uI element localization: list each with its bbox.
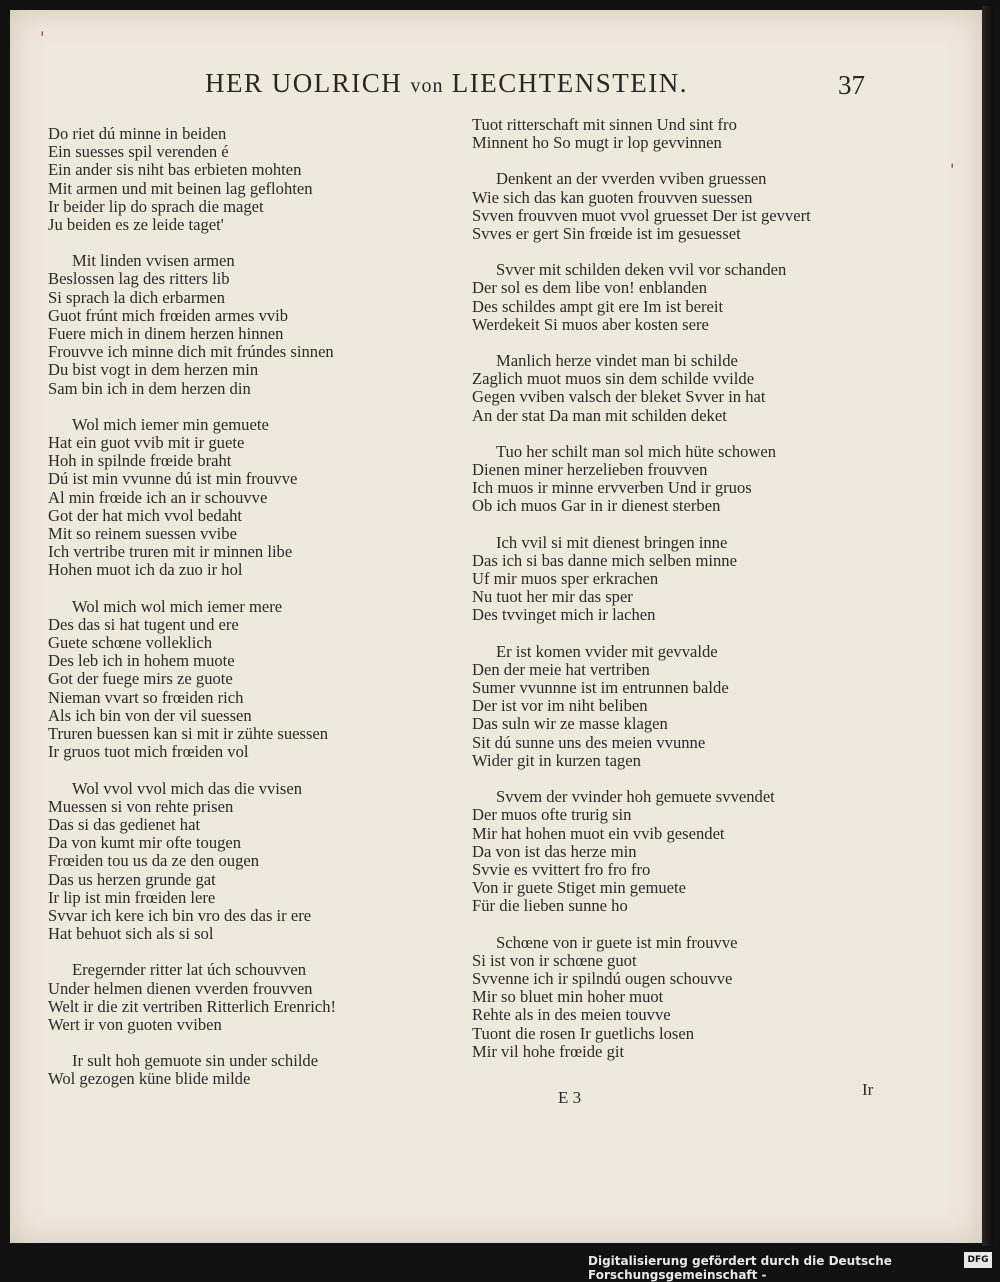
verse-line: Eregernder ritter lat úch schouvven bbox=[72, 960, 307, 980]
verse-line: Ir lip ist min frœiden lere bbox=[48, 887, 216, 907]
verse-line: Den der meie hat vertriben bbox=[472, 659, 650, 679]
verse-line: Der sol es dem libe von! enblanden bbox=[472, 278, 708, 298]
verse-line: Tuot ritterschaft mit sinnen Und sint fro bbox=[472, 115, 737, 134]
verse-line: Tuo her schilt man sol mich hüte schowen bbox=[496, 441, 777, 461]
stanza bbox=[472, 534, 892, 625]
verse-line: Muessen si von rehte prisen bbox=[48, 796, 234, 816]
verse-line: Wider git in kurzen tagen bbox=[472, 750, 641, 770]
verse-line: Ju beiden es ze leide taget' bbox=[48, 215, 224, 235]
verse-line: Des tvvinget mich ir lachen bbox=[472, 605, 656, 625]
verse-line: Des schildes ampt git ere Im ist bereit bbox=[472, 296, 724, 316]
stanza bbox=[472, 116, 892, 152]
stanza bbox=[472, 643, 892, 770]
verse-line: Wol mich iemer min gemuete bbox=[72, 414, 269, 434]
verse-line: Sam bin ich in dem herzen din bbox=[48, 378, 251, 398]
funding-notice: Digitalisierung gefördert durch die Deutsche Forschungsgemeinschaft - bbox=[588, 1254, 892, 1282]
verse-line: Hat behuot sich als si sol bbox=[48, 924, 214, 944]
verse-line: Ob ich muos Gar in ir dienest sterben bbox=[472, 496, 721, 516]
verse-line: Zaglich muot muos sin dem schilde vvilde bbox=[472, 369, 755, 389]
title-part2: LIECHTENSTEIN. bbox=[451, 68, 688, 98]
verse-line: Ich muos ir minne ervverben Und ir gruos bbox=[472, 478, 752, 498]
red-mark: ' bbox=[40, 28, 45, 47]
verse-line: Nu tuot her mir das sper bbox=[472, 587, 633, 607]
verse-line: Mit armen und mit beinen lag geflohten bbox=[48, 178, 313, 198]
verse-line: Welt ir die zit vertriben Ritterlich Erenrich! bbox=[48, 996, 337, 1016]
verse-line: Mir hat hohen muot ein vvib gesendet bbox=[472, 823, 725, 843]
verse-line: Frouvve ich minne dich mit frúndes sinnen bbox=[48, 342, 334, 362]
verse-line: Du bist vogt in dem herzen min bbox=[48, 360, 259, 380]
verse-line: Sumer vvunnne ist im entrunnen balde bbox=[472, 678, 729, 698]
catchword: Ir bbox=[862, 1080, 874, 1099]
verse-line: Wol vvol vvol mich das die vvisen bbox=[72, 778, 303, 798]
stanza bbox=[472, 934, 892, 1061]
verse-line: Got der hat mich vvol bedaht bbox=[48, 505, 243, 525]
verse-line: Da von kumt mir ofte tougen bbox=[48, 833, 242, 853]
verse-line: Ir sult hoh gemuote sin under schilde bbox=[72, 1051, 319, 1071]
verse-line: Guot frúnt mich frœiden armes vvib bbox=[48, 305, 289, 325]
page-number: 37 bbox=[838, 70, 865, 100]
book-spine bbox=[982, 6, 994, 1246]
verse-line: Rehte als in des meien touvve bbox=[472, 1005, 671, 1025]
stanza bbox=[472, 443, 892, 516]
verse-line: Svvie es vvittert fro fro fro bbox=[472, 859, 651, 879]
verse-line: Nieman vvart so frœiden rich bbox=[48, 687, 244, 707]
verse-line: Mir vil hohe frœide git bbox=[472, 1041, 625, 1061]
verse-line: Guete schœne volleklich bbox=[48, 633, 213, 653]
verse-line: Für die lieben sunne ho bbox=[472, 896, 628, 916]
verse-line: Mit linden vvisen armen bbox=[72, 251, 235, 271]
stanza bbox=[48, 125, 458, 234]
red-mark: ' bbox=[950, 160, 955, 179]
stanza bbox=[472, 170, 892, 243]
verse-line: Als ich bin von der vil suessen bbox=[48, 705, 252, 725]
verse-line: Hoh in spilnde frœide braht bbox=[48, 451, 232, 471]
verse-line: Under helmen dienen vverden frouvven bbox=[48, 978, 313, 998]
verse-line: Sit dú sunne uns des meien vvunne bbox=[472, 732, 706, 752]
signature-mark: E 3 bbox=[558, 1088, 582, 1107]
verse-line: Hat ein guot vvib mit ir guete bbox=[48, 433, 245, 453]
verse-line: Dú ist min vvunne dú ist min frouvve bbox=[48, 469, 298, 489]
verse-line: Das ich si bas danne mich selben minne bbox=[472, 550, 737, 570]
stanza bbox=[472, 788, 892, 915]
stanza bbox=[48, 1052, 458, 1088]
verse-line: Fuere mich in dinem herzen hinnen bbox=[48, 324, 284, 344]
verse-line: Von ir guete Stiget min gemuete bbox=[472, 878, 686, 898]
verse-line: Got der fuege mirs ze guote bbox=[48, 669, 233, 689]
running-title bbox=[205, 68, 688, 99]
verse-line: An der stat Da man mit schilden deket bbox=[472, 405, 727, 425]
verse-line: Svver mit schilden deken vvil vor schanden bbox=[496, 260, 787, 280]
verse-line: Si ist von ir schœne guot bbox=[472, 950, 637, 970]
stanza bbox=[48, 252, 458, 398]
verse-line: Si sprach la dich erbarmen bbox=[48, 287, 225, 307]
verse-line: Des das si hat tugent und ere bbox=[48, 614, 239, 634]
verse-line: Ein suesses spil verenden é bbox=[48, 142, 229, 162]
verse-line: Werdekeit Si muos aber kosten sere bbox=[472, 314, 709, 334]
verse-line: Dienen miner herzelieben frouvven bbox=[472, 460, 708, 480]
verse-line: Ir gruos tuot mich frœiden vol bbox=[48, 742, 249, 762]
stanza bbox=[472, 261, 892, 334]
verse-line: Ir beider lip do sprach die maget bbox=[48, 196, 264, 216]
stanza bbox=[48, 416, 458, 580]
verse-line: Manlich herze vindet man bi schilde bbox=[496, 351, 738, 371]
verse-line: Da von ist das herze min bbox=[472, 841, 637, 861]
verse-line: Das us herzen grunde gat bbox=[48, 869, 216, 889]
verse-line: Wie sich das kan guoten frouvven suessen bbox=[472, 187, 753, 207]
verse-line: Minnent ho So mugt ir lop gevvinnen bbox=[472, 133, 722, 153]
verse-line: Truren buessen kan si mit ir zühte suessen bbox=[48, 724, 329, 744]
verse-line: Beslossen lag des ritters lib bbox=[48, 269, 230, 289]
verse-line: Der ist vor im niht beliben bbox=[472, 696, 648, 716]
verse-line: Svven frouvven muot vvol gruesset Der ist gevvert bbox=[472, 205, 811, 225]
verse-line: Gegen vviben valsch der bleket Svver in hat bbox=[472, 387, 766, 407]
verse-line: Svvar ich kere ich bin vro des das ir ere bbox=[48, 905, 312, 925]
verse-line: Frœiden tou us da ze den ougen bbox=[48, 851, 260, 871]
title-von: von bbox=[410, 75, 444, 97]
verse-line: Er ist komen vvider mit gevvalde bbox=[496, 641, 718, 661]
title-part1: HER UOLRICH bbox=[205, 68, 403, 98]
verse-line: Mir so bluet min hoher muot bbox=[472, 987, 664, 1007]
verse-line: Denkent an der vverden vviben gruessen bbox=[496, 169, 767, 189]
verse-line: Wol gezogen küne blide milde bbox=[48, 1069, 251, 1089]
verse-line: Das si das gedienet hat bbox=[48, 814, 201, 834]
verse-line: Schœne von ir guete ist min frouvve bbox=[496, 932, 738, 952]
stanza bbox=[48, 780, 458, 944]
stanza bbox=[48, 961, 458, 1034]
book-page bbox=[10, 10, 982, 1243]
left-column bbox=[48, 125, 458, 1107]
verse-line: Do riet dú minne in beiden bbox=[48, 124, 227, 143]
verse-line: Des leb ich in hohem muote bbox=[48, 651, 235, 671]
right-column bbox=[472, 116, 892, 1079]
verse-line: Al min frœide ich an ir schouvve bbox=[48, 487, 268, 507]
verse-line: Tuont die rosen Ir guetlichs losen bbox=[472, 1023, 694, 1043]
verse-line: Hohen muot ich da zuo ir hol bbox=[48, 560, 243, 580]
verse-line: Der muos ofte trurig sin bbox=[472, 805, 632, 825]
verse-line: Ich vvil si mit dienest bringen inne bbox=[496, 532, 728, 552]
verse-line: Mit so reinem suessen vvibe bbox=[48, 524, 237, 544]
verse-line: Wol mich wol mich iemer mere bbox=[72, 596, 283, 616]
verse-line: Ein ander sis niht bas erbieten mohten bbox=[48, 160, 302, 180]
verse-line: Wert ir von guoten vviben bbox=[48, 1014, 222, 1034]
verse-line: Svves er gert Sin frœide ist im gesuesset bbox=[472, 224, 741, 244]
verse-line: Uf mir muos sper erkrachen bbox=[472, 569, 659, 589]
dfg-logo: DFG bbox=[964, 1252, 992, 1268]
stanza bbox=[472, 352, 892, 425]
verse-line: Ich vertribe truren mit ir minnen libe bbox=[48, 542, 293, 562]
stanza bbox=[48, 598, 458, 762]
verse-line: Svvenne ich ir spilndú ougen schouvve bbox=[472, 968, 733, 988]
verse-line: Svvem der vvinder hoh gemuete svvendet bbox=[496, 787, 775, 807]
verse-line: Das suln wir ze masse klagen bbox=[472, 714, 668, 734]
